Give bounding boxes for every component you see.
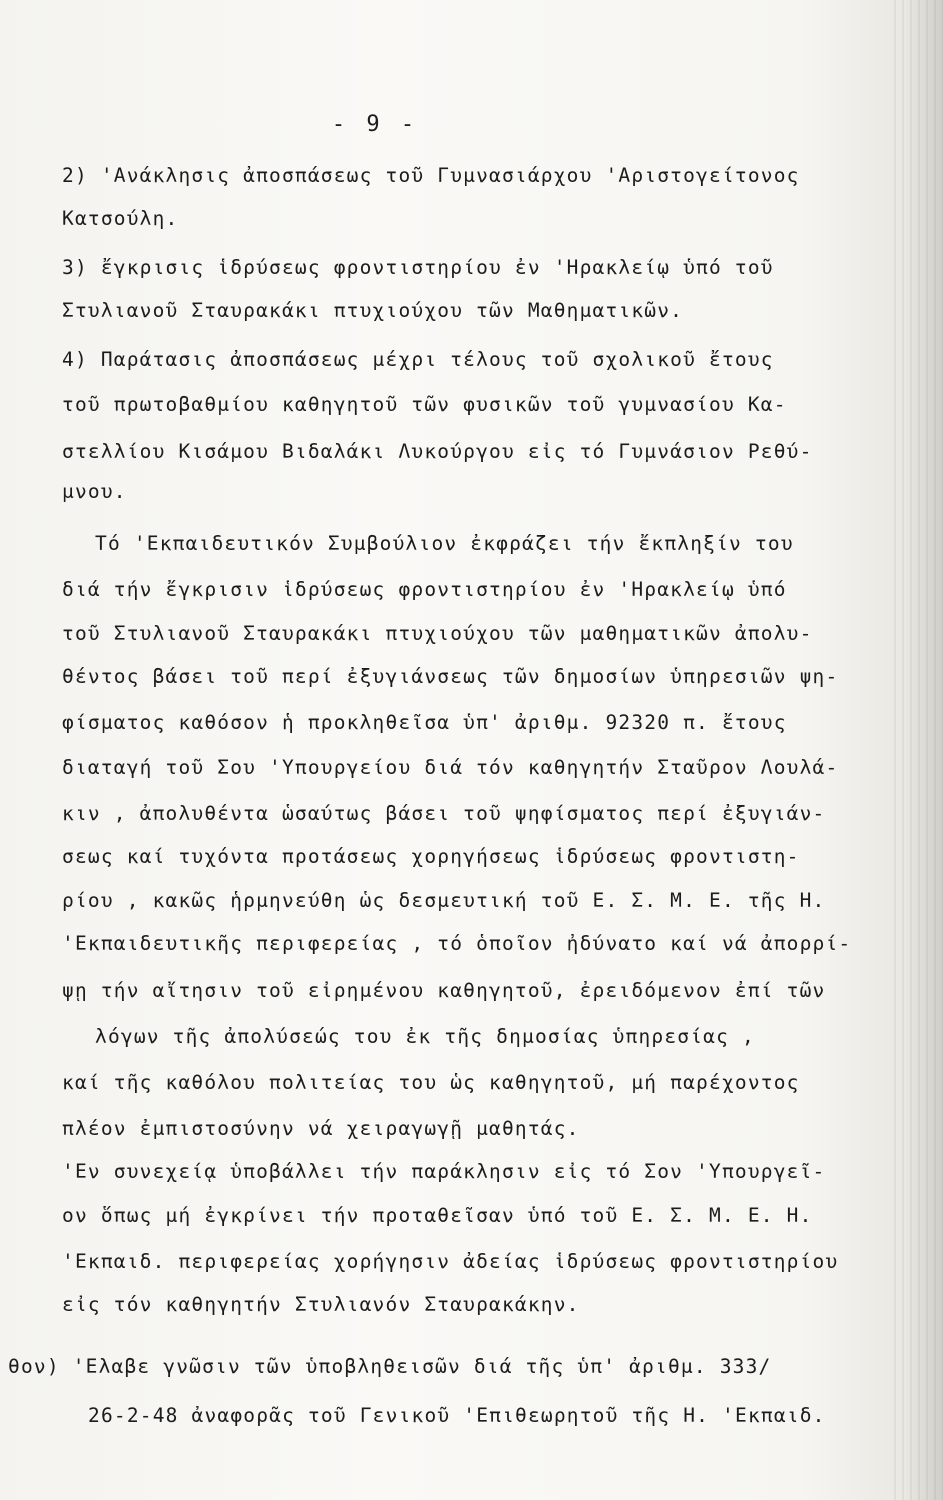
text-line-12: θέντος βάσει τοῦ περί ἐξυγιάνσεως τῶν δημοσίων ὑπηρεσιῶν ψη- (62, 665, 839, 688)
text-line-27: θον) 'Ελαβε γνῶσιν τῶν ὑποβληθεισῶν διά τῆς ὑπ' ἀριθμ. 333/ (8, 1355, 772, 1378)
text-line-8: μνου. (62, 480, 127, 503)
text-line-19: ψῃ τήν αἴτησιν τοῦ εἰρημένου καθηγητοῦ, ἐρειδόμενον ἐπί τῶν (62, 979, 826, 1002)
text-line-20: λόγων τῆς ἀπολύσεώς του ἐκ τῆς δημοσίας ὑπηρεσίας , (95, 1025, 755, 1048)
text-line-14: διαταγή τοῦ Σου 'Υπουργείου διά τόν καθηγητήν Σταῦρον Λουλά- (62, 756, 839, 779)
text-line-18: 'Εκπαιδευτικῆς περιφερείας , τό ὁποῖον ἠδύνατο καί νά ἀπορρί- (62, 932, 852, 955)
text-line-15: κιν , ἀπολυθέντα ὡσαύτως βάσει τοῦ ψηφίσματος περί ἐξυγιάν- (62, 802, 826, 825)
text-line-7: στελλίου Κισάμου Βιδαλάκι Λυκούργου εἰς τό Γυμνάσιον Ρεθύ- (62, 440, 813, 463)
text-line-13: φίσματος καθόσον ἡ προκληθεῖσα ὑπ' ἀριθμ. 92320 π. ἔτους (62, 711, 787, 734)
text-line-5: 4) Παράτασις ἀποσπάσεως μέχρι τέλους τοῦ σχολικοῦ ἔτους (62, 348, 774, 371)
text-line-10: διά τήν ἔγκρισιν ἱδρύσεως φροντιστηρίου ἐν 'Ηρακλείῳ ὑπό (62, 578, 787, 601)
text-line-3: 3) ἔγκρισις ἱδρύσεως φροντιστηρίου ἐν 'Ηρακλείῳ ὑπό τοῦ (62, 256, 774, 279)
text-line-24: ον ὅπως μή ἐγκρίνει τήν προταθεῖσαν ὑπό τοῦ Ε. Σ. Μ. Ε. Η. (62, 1204, 813, 1227)
text-line-6: τοῦ πρωτοβαθμίου καθηγητοῦ τῶν φυσικῶν τοῦ γυμνασίου Κα- (62, 393, 787, 416)
text-line-11: τοῦ Στυλιανοῦ Σταυρακάκι πτυχιούχου τῶν μαθηματικῶν ἀπολυ- (62, 622, 813, 645)
text-line-16: σεως καί τυχόντα προτάσεως χορηγήσεως ἱδρύσεως φροντιστη- (62, 845, 800, 868)
page-number: - 9 - (331, 112, 419, 137)
text-line-2: Κατσούλη. (62, 207, 179, 230)
text-line-21: καί τῆς καθόλου πολιτείας του ὡς καθηγητοῦ, μή παρέχοντος (62, 1071, 800, 1094)
text-line-22: πλέον ἐμπιστοσύνην νά χειραγωγῇ μαθητάς. (62, 1117, 580, 1140)
text-line-17: ρίου , κακῶς ἡρμηνεύθη ὡς δεσμευτική τοῦ Ε. Σ. Μ. Ε. τῆς Η. (62, 889, 826, 912)
text-line-28: 26-2-48 ἀναφορᾶς τοῦ Γενικοῦ 'Επιθεωρητοῦ τῆς Η. 'Εκπαιδ. (88, 1404, 826, 1427)
text-line-4: Στυλιανοῦ Σταυρακάκι πτυχιούχου τῶν Μαθηματικῶν. (62, 299, 684, 322)
binding-edge (888, 0, 943, 1500)
text-line-9: Τό 'Εκπαιδευτικόν Συμβούλιον ἐκφράζει τήν ἔκπληξίν του (95, 532, 794, 555)
text-line-25: 'Εκπαιδ. περιφερείας χορήγησιν ἀδείας ἱδρύσεως φροντιστηρίου (62, 1250, 839, 1273)
text-line-26: εἰς τόν καθηγητήν Στυλιανόν Σταυρακάκην. (62, 1293, 580, 1316)
text-line-1: 2) 'Ανάκλησις ἀποσπάσεως τοῦ Γυμνασιάρχου 'Αριστογείτονος (62, 164, 800, 187)
text-line-23: 'Εν συνεχείᾳ ὑποβάλλει τήν παράκλησιν εἰς τό Σον 'Υπουργεῖ- (62, 1160, 826, 1183)
